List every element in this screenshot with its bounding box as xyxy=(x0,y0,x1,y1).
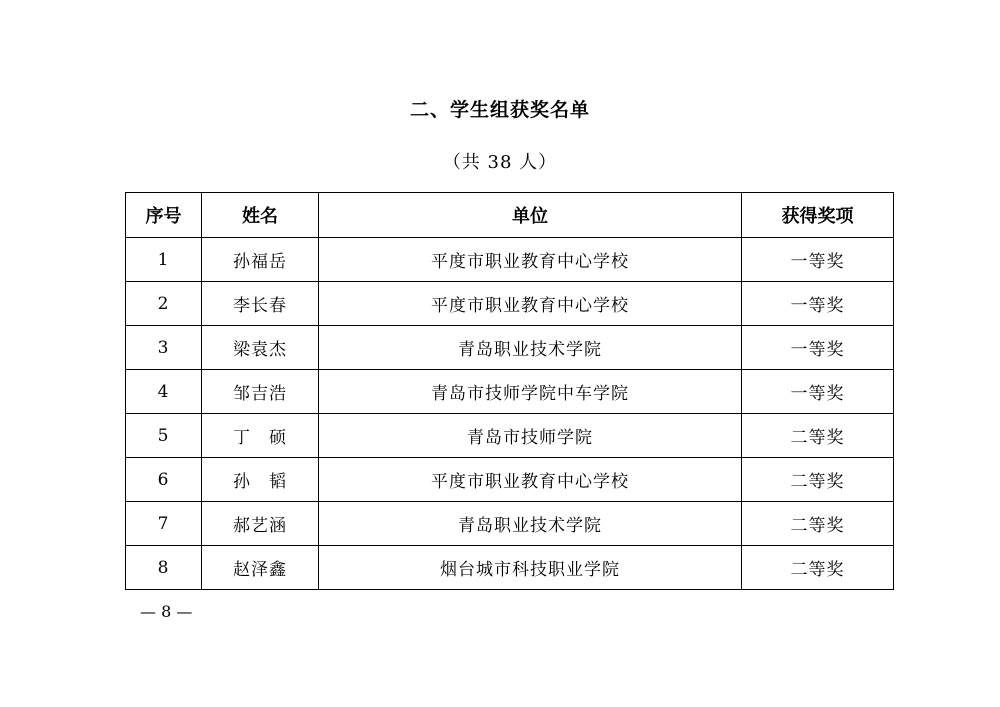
table-row xyxy=(126,326,894,370)
cell-no: 3 xyxy=(126,326,202,370)
cell-unit: 平度市职业教育中心学校 xyxy=(319,282,742,326)
table-row xyxy=(126,414,894,458)
cell-unit: 青岛职业技术学院 xyxy=(319,502,742,546)
cell-no: 8 xyxy=(126,546,202,590)
table-row xyxy=(126,238,894,282)
cell-unit: 平度市职业教育中心学校 xyxy=(319,458,742,502)
cell-no: 5 xyxy=(126,414,202,458)
table-row xyxy=(126,370,894,414)
cell-unit: 青岛市技师学院 xyxy=(319,414,742,458)
cell-award: 一等奖 xyxy=(742,282,894,326)
header-unit: 单位 xyxy=(319,193,742,238)
cell-unit: 平度市职业教育中心学校 xyxy=(319,238,742,282)
cell-unit: 青岛职业技术学院 xyxy=(319,326,742,370)
cell-no: 6 xyxy=(126,458,202,502)
table-row xyxy=(126,458,894,502)
cell-name: 李长春 xyxy=(202,282,319,326)
cell-name: 郝艺涵 xyxy=(202,502,319,546)
header-name: 姓名 xyxy=(202,193,319,238)
cell-name: 邹吉浩 xyxy=(202,370,319,414)
cell-award: 二等奖 xyxy=(742,546,894,590)
table-row xyxy=(126,282,894,326)
cell-unit: 烟台城市科技职业学院 xyxy=(319,546,742,590)
page-number: — 8 — xyxy=(140,602,193,621)
cell-unit: 青岛市技师学院中车学院 xyxy=(319,370,742,414)
document-subtitle: （共 38 人） xyxy=(442,152,558,173)
cell-award: 一等奖 xyxy=(742,326,894,370)
header-award: 获得奖项 xyxy=(742,193,894,238)
cell-no: 7 xyxy=(126,502,202,546)
cell-award: 一等奖 xyxy=(742,238,894,282)
cell-no: 1 xyxy=(126,238,202,282)
cell-award: 二等奖 xyxy=(742,502,894,546)
cell-name: 孙 韬 xyxy=(202,458,319,502)
cell-award: 二等奖 xyxy=(742,458,894,502)
cell-no: 4 xyxy=(126,370,202,414)
award-table xyxy=(125,192,894,590)
cell-award: 一等奖 xyxy=(742,370,894,414)
table-row xyxy=(126,502,894,546)
cell-award: 二等奖 xyxy=(742,414,894,458)
cell-name: 赵泽鑫 xyxy=(202,546,319,590)
cell-name: 梁袁杰 xyxy=(202,326,319,370)
header-no: 序号 xyxy=(126,193,202,238)
cell-name: 丁 硕 xyxy=(202,414,319,458)
cell-no: 2 xyxy=(126,282,202,326)
table-row xyxy=(126,546,894,590)
document-title: 二、学生组获奖名单 xyxy=(409,99,590,121)
table-header-row xyxy=(126,193,894,238)
cell-name: 孙福岳 xyxy=(202,238,319,282)
